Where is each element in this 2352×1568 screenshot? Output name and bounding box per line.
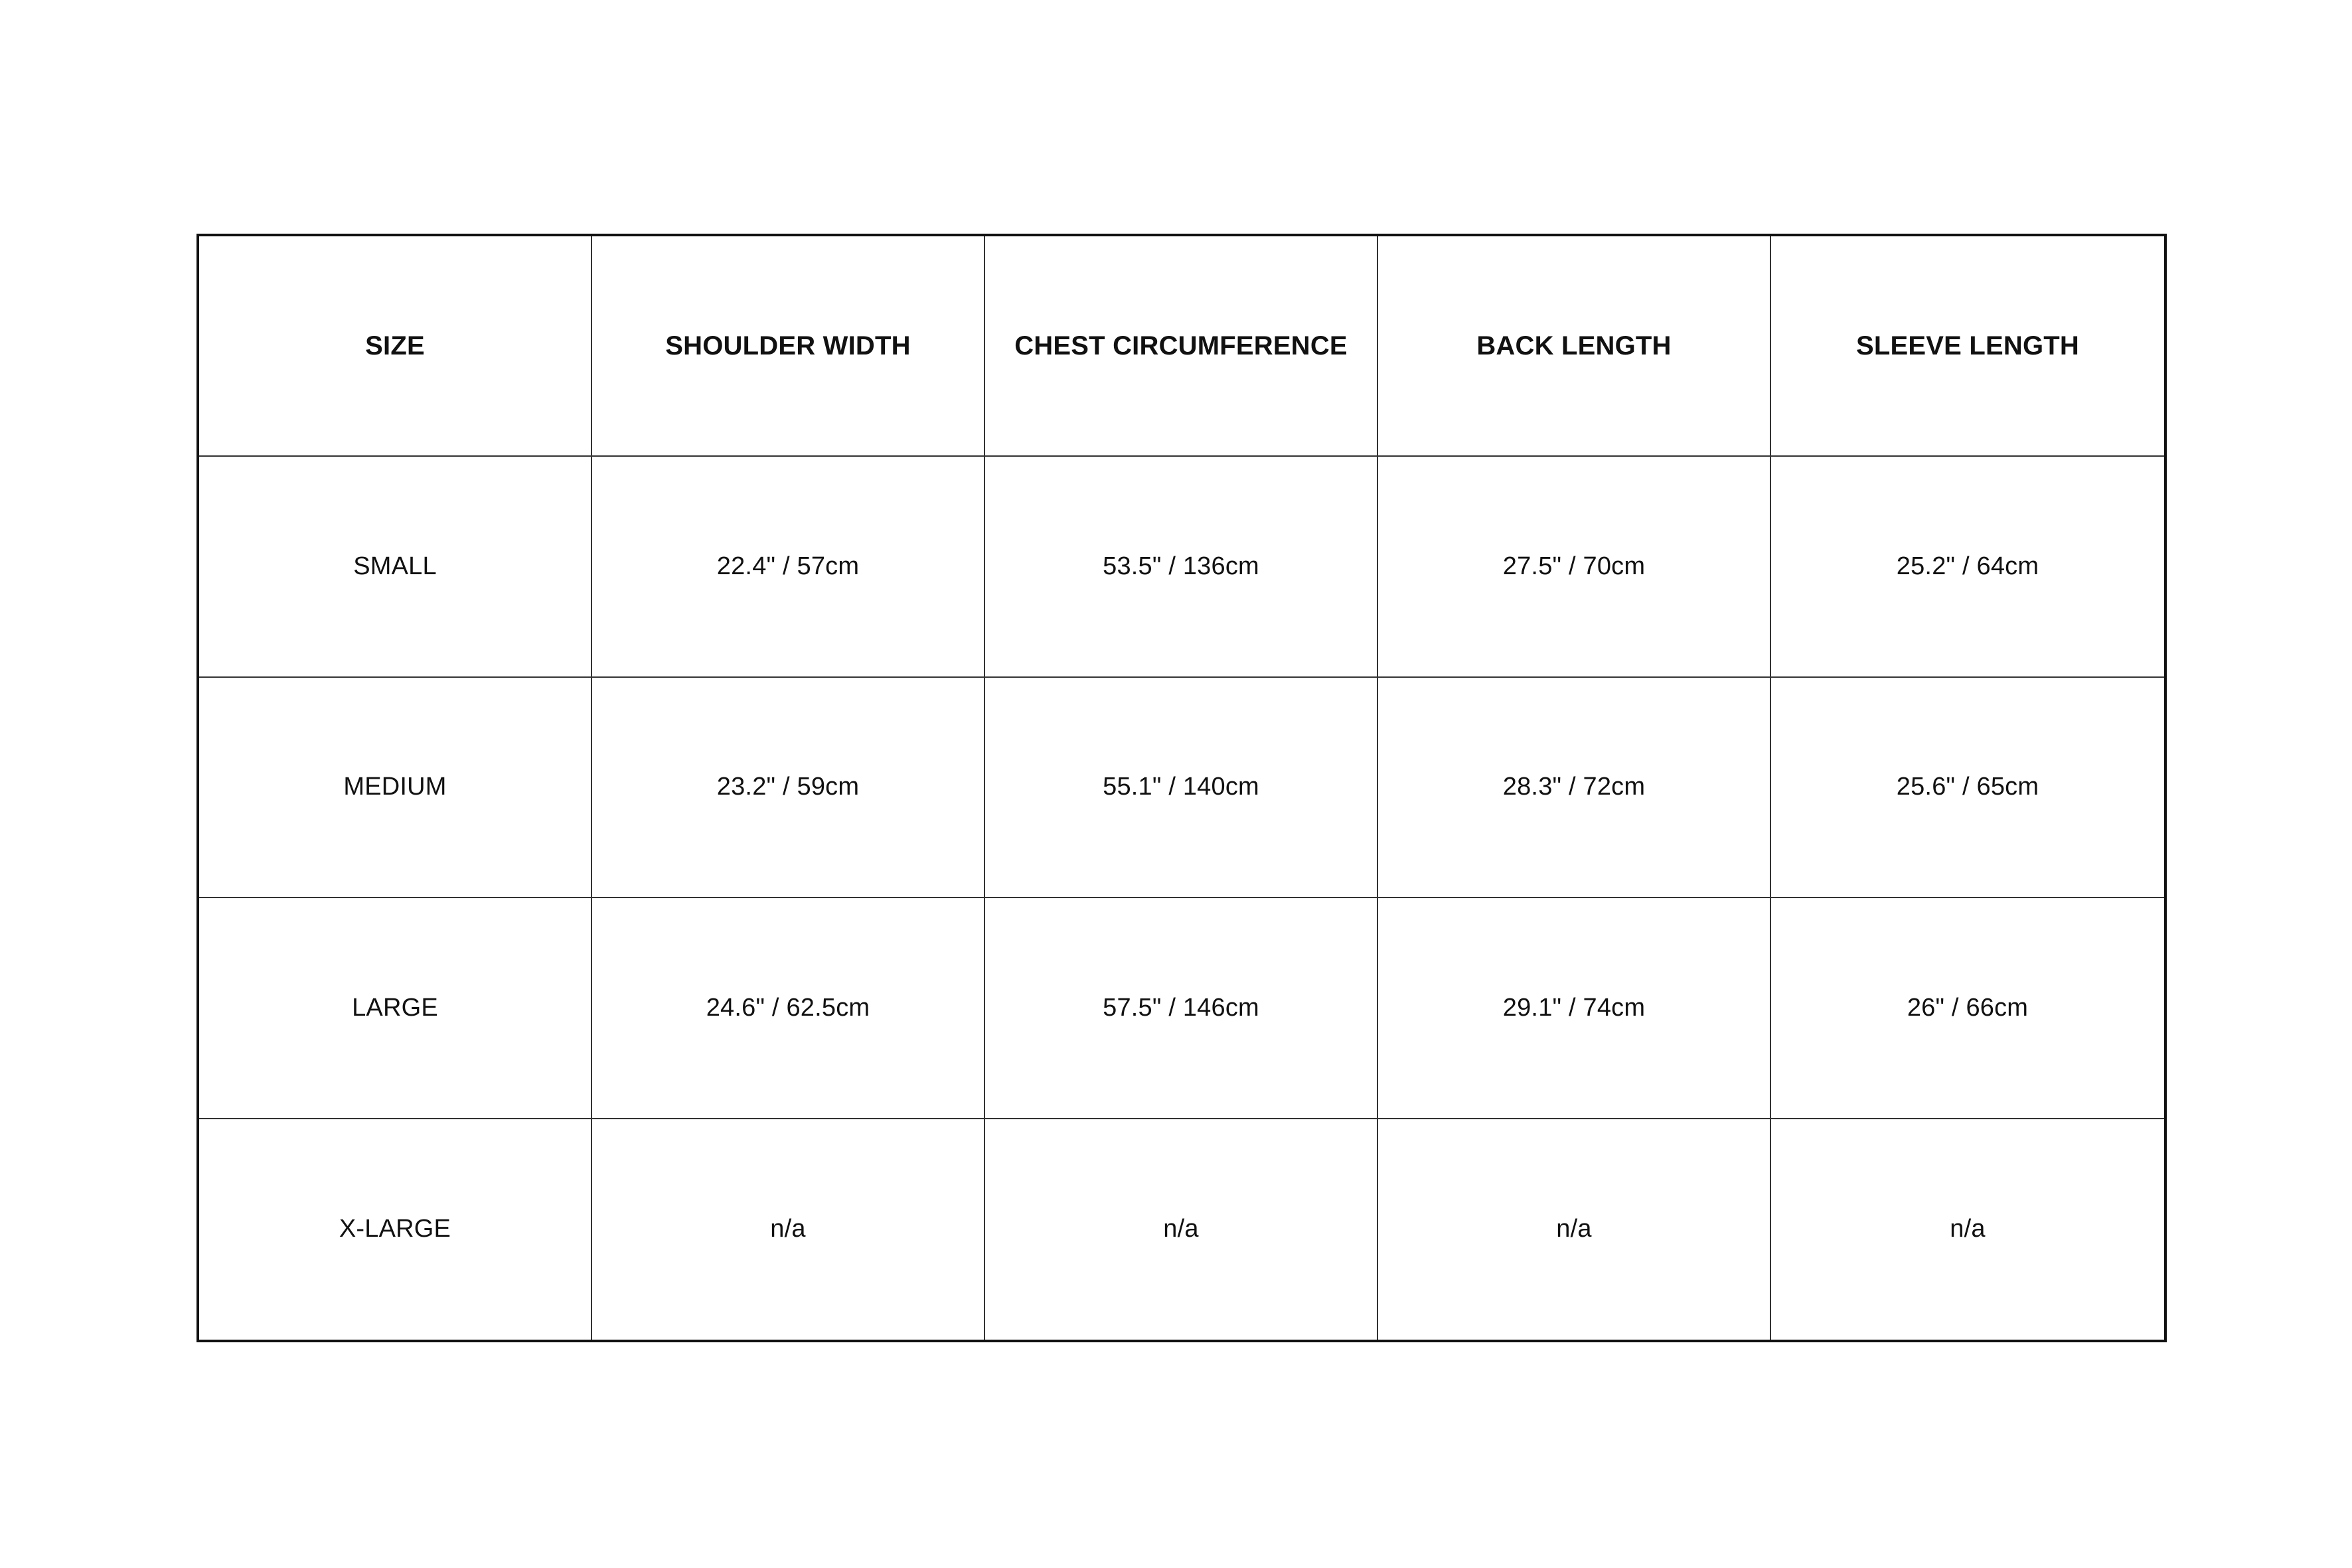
row-medium-chest-circumference: 55.1" / 140cm [985,678,1378,898]
row-medium-shoulder-width: 23.2" / 59cm [592,678,985,898]
row-large-shoulder-width: 24.6" / 62.5cm [592,898,985,1119]
row-x-large-back-length: n/a [1378,1119,1771,1340]
row-small-shoulder-width: 22.4" / 57cm [592,457,985,677]
row-small-chest-circumference: 53.5" / 136cm [985,457,1378,677]
row-x-large-size: X-LARGE [199,1119,592,1340]
row-large-size: LARGE [199,898,592,1119]
row-x-large-shoulder-width: n/a [592,1119,985,1340]
header-sleeve-length: SLEEVE LENGTH [1771,236,2164,457]
row-small-sleeve-length: 25.2" / 64cm [1771,457,2164,677]
row-large-chest-circumference: 57.5" / 146cm [985,898,1378,1119]
row-large-sleeve-length: 26" / 66cm [1771,898,2164,1119]
row-small-size: SMALL [199,457,592,677]
row-large-back-length: 29.1" / 74cm [1378,898,1771,1119]
header-shoulder-width: SHOULDER WIDTH [592,236,985,457]
row-x-large-sleeve-length: n/a [1950,1215,1986,1243]
row-medium-size: MEDIUM [199,678,592,898]
header-size: SIZE [199,236,592,457]
row-small-back-length: 27.5" / 70cm [1378,457,1771,677]
row-medium-back-length: 28.3" / 72cm [1378,678,1771,898]
header-back-length: BACK LENGTH [1378,236,1771,457]
size-chart-table [196,234,2167,1342]
header-chest-circumference: CHEST CIRCUMFERENCE [985,236,1378,457]
row-medium-sleeve-length: 25.6" / 65cm [1771,678,2164,898]
row-x-large-chest-circumference: n/a [985,1119,1378,1340]
